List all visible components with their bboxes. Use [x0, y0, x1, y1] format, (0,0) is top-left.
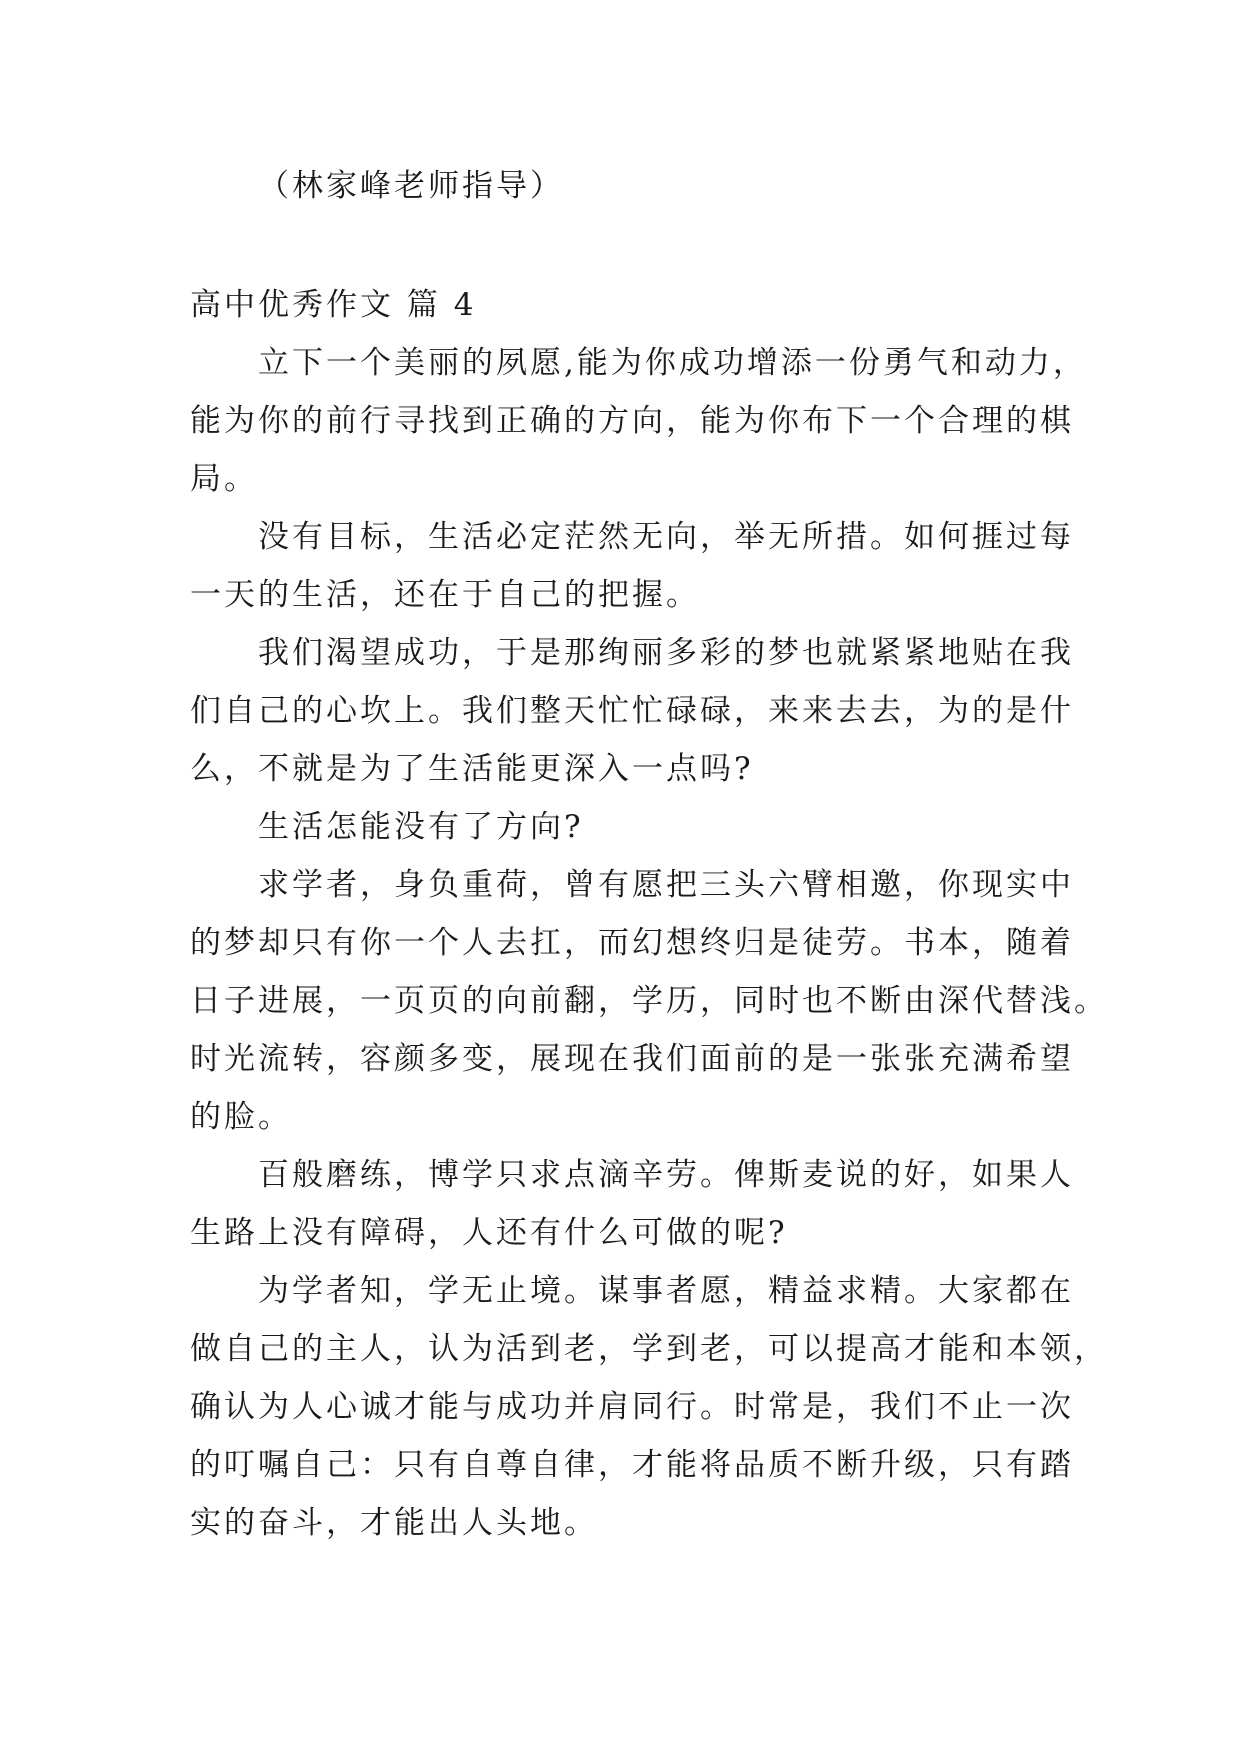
paragraph-line: 实的奋斗，才能出人头地。 — [190, 1505, 598, 1541]
paragraph-5 — [190, 856, 1108, 1146]
paragraph-line: 生活怎能没有了方向? — [258, 809, 584, 845]
paragraph-line: 么，不就是为了生活能更深入一点吗? — [190, 751, 754, 787]
paragraph-line: 立下一个美丽的夙愿,能为你成功增添一份勇气和动力， — [258, 345, 1087, 381]
paragraph-line: 我们渴望成功，于是那绚丽多彩的梦也就紧紧地贴在我 — [258, 635, 1074, 671]
paragraph-6 — [190, 1146, 1074, 1262]
paragraph-line: 一天的生活，还在于自己的把握。 — [190, 577, 700, 613]
paragraph-line: 时光流转，容颜多变，展现在我们面前的是一张张充满希望 — [190, 1041, 1074, 1077]
essay-title: 高中优秀作文 篇 4 — [190, 287, 477, 323]
paragraph-line: 没有目标，生活必定茫然无向，举无所措。如何捱过每 — [258, 519, 1074, 555]
essay-body — [190, 334, 1108, 1552]
paragraph-7 — [190, 1262, 1108, 1552]
paragraph-1 — [190, 334, 1087, 508]
paragraph-line: 局。 — [190, 461, 258, 497]
paragraph-line: 为学者知，学无止境。谋事者愿，精益求精。大家都在 — [258, 1273, 1074, 1309]
paragraph-line: 日子进展，一页页的向前翻，学历，同时也不断由深代替浅。 — [190, 983, 1108, 1019]
paragraph-line: 能为你的前行寻找到正确的方向，能为你布下一个合理的棋 — [190, 403, 1074, 439]
teacher-note: （林家峰老师指导） — [258, 168, 564, 204]
paragraph-3 — [190, 624, 1074, 798]
paragraph-line: 百般磨练，博学只求点滴辛劳。俾斯麦说的好，如果人 — [258, 1157, 1074, 1193]
paragraph-line: 生路上没有障碍，人还有什么可做的呢? — [190, 1215, 788, 1251]
paragraph-line: 做自己的主人，认为活到老，学到老，可以提高才能和本领， — [190, 1331, 1108, 1367]
paragraph-line: 的脸。 — [190, 1099, 292, 1135]
paragraph-line: 的叮嘱自己：只有自尊自律，才能将品质不断升级，只有踏 — [190, 1447, 1074, 1483]
paragraph-4 — [190, 798, 1056, 856]
paragraph-line: 们自己的心坎上。我们整天忙忙碌碌，来来去去，为的是什 — [190, 693, 1074, 729]
paragraph-line: 确认为人心诚才能与成功并肩同行。时常是，我们不止一次 — [190, 1389, 1074, 1425]
paragraph-2 — [190, 508, 1074, 624]
paragraph-line: 的梦却只有你一个人去扛，而幻想终归是徒劳。书本，随着 — [190, 925, 1074, 961]
paragraph-line: 求学者，身负重荷，曾有愿把三头六臂相邀，你现实中 — [258, 867, 1074, 903]
